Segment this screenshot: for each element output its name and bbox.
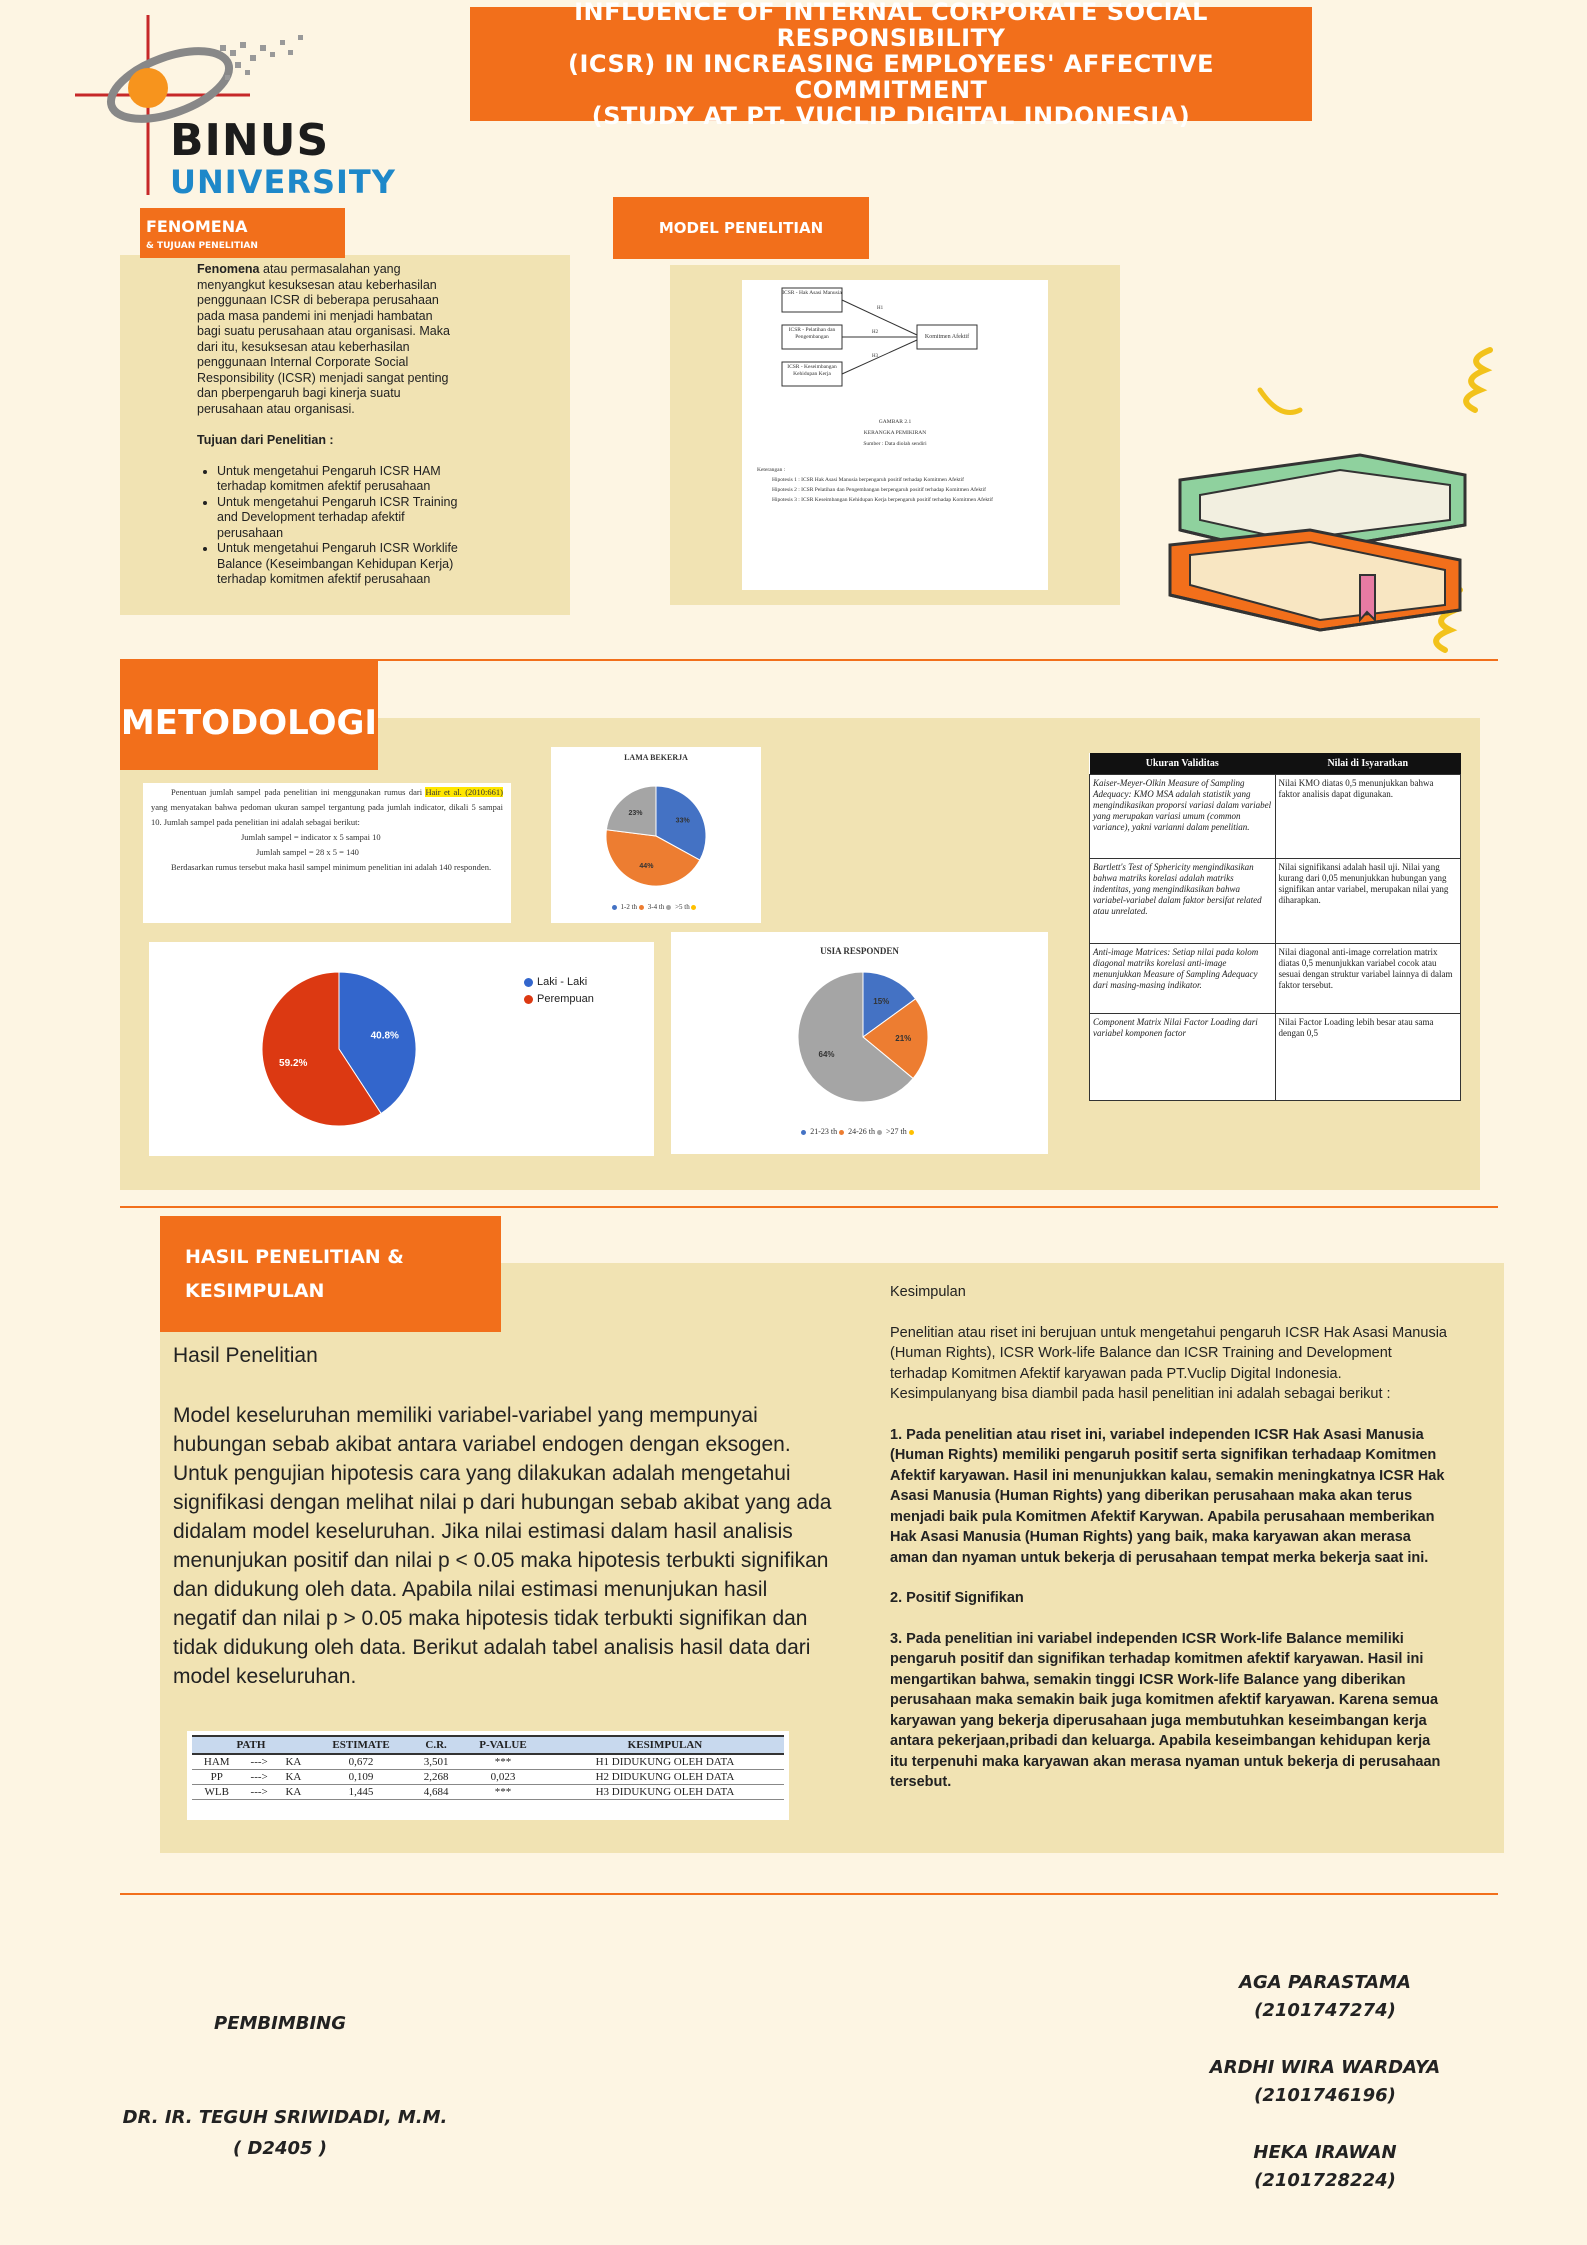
table-cell: KA (277, 1754, 310, 1770)
table-cell: ---> (241, 1785, 276, 1800)
table-cell: 1,445 (310, 1785, 412, 1800)
model-box-3: ICSR - Keseimbangan Kehidupan Kerja (787, 364, 837, 377)
table-cell: Nilai KMO diatas 0,5 menunjukkan bahwa faktor analisis dapat digunakan. (1275, 774, 1461, 859)
legend-item-perempuan: Perempuan (524, 991, 594, 1008)
table-cell: KA (277, 1770, 310, 1785)
table-cell: Nilai diagonal anti-image correlation matrix diatas 0,5 menunjukkan variabel cocok atau sesuai dengan struktur variabel lainnya di dalam faktor tersebut. (1275, 944, 1461, 1014)
pembimbing-name: DR. IR. TEGUH SRIWIDADI, M.M. (122, 2107, 448, 2128)
sample-formula-1: Jumlah sampel = indicator x 5 sampai 10 (241, 832, 381, 842)
model-h2-label: H2 (872, 330, 879, 335)
sample-formula-2: Jumlah sampel = 28 x 5 = 140 (256, 847, 359, 857)
logo-text-binus: BINUS (170, 115, 330, 166)
model-box-1: ICSR - Hak Asasi Manusia (782, 290, 842, 296)
title-line-3: (STUDY AT PT. VUCLIP DIGITAL INDONESIA) (591, 102, 1191, 130)
validity-table (1089, 753, 1461, 1101)
table-cell: Kaiser-Meyer-Olkin Measure of Sampling Adequacy: KMO MSA adalah statistik yang mengindikasikan proporsi variasi dalam variabel yang merupakan variasi umum (common variance), yakni varianni dalam penelitian. (1090, 774, 1276, 859)
poster-title (470, 0, 1312, 130)
model-caption-2: KERANGKA PEMIKIRAN (863, 430, 927, 436)
table-cell: 4,684 (412, 1785, 460, 1800)
table-cell: H1 DIDUKUNG OLEH DATA (546, 1754, 784, 1770)
author-name-2: ARDHI WIRA WARDAYA (1209, 2057, 1441, 2078)
table-cell: *** (460, 1785, 546, 1800)
pie-data-label: 44% (639, 862, 654, 870)
chart-legend (671, 1127, 1048, 1136)
fenomena-header (140, 208, 345, 258)
chart-title: LAMA BEKERJA (624, 753, 688, 762)
metodologi-header: METODOLOGI (120, 660, 378, 770)
hasil-header-line-1: HASIL PENELITIAN & (185, 1246, 404, 1268)
model-h1-label: H1 (877, 306, 884, 311)
table-cell: Nilai signifikansi adalah hasil uji. Nilai yang kurang dari 0,05 menunjukkan hubungan yang signifikan antar variabel, merupakan nilai yang diharapkan. (1275, 859, 1461, 944)
validity-table-box (1089, 753, 1461, 1101)
model-note-2: Hipotesis 2 : ICSR Pelatihan dan Pengembangan berpengaruh positif terhadap Komitmen Afektif (772, 487, 986, 493)
sample-paragraph-2: Berdasarkan rumus tersebut maka hasil sampel minimum penelitian ini adalah 140 responden. (171, 862, 492, 872)
fenomena-lead-bold: Fenomena (197, 262, 260, 276)
pie-data-label: 21% (895, 1033, 912, 1043)
kesimpulan-title: Kesimpulan (890, 1284, 966, 1300)
result-header-estimate: ESTIMATE (310, 1736, 412, 1754)
tujuan-item-2: • Untuk mengetahui Pengaruh ICSR Training and Development terhadap afektif perusahaan (217, 495, 459, 542)
author-id-1: (2101747274) (1254, 2000, 1396, 2021)
table-cell: 2,268 (412, 1770, 460, 1785)
table-cell: H3 DIDUKUNG OLEH DATA (546, 1785, 784, 1800)
chart-lama-bekerja (551, 747, 761, 923)
table-row (1090, 944, 1461, 1014)
pie-chart-lama-bekerja (551, 747, 761, 923)
legend-item: >27 th (877, 1127, 907, 1136)
table-cell: H2 DIDUKUNG OLEH DATA (546, 1770, 784, 1785)
legend-item-laki: Laki - Laki (524, 974, 594, 991)
model-note-1: Hipotesis 1 : ICSR Hak Asasi Manusia berpengaruh positif terhadap Komitmen Afektif (772, 477, 965, 483)
title-line-1: INFLUENCE OF INTERNAL CORPORATE SOCIAL RESPONSIBILITY (574, 0, 1208, 52)
author-name-3: HEKA IRAWAN (1253, 2142, 1397, 2163)
table-cell: Component Matrix Nilai Factor Loading dari variabel komponen factor (1090, 1014, 1276, 1101)
table-cell: 0,672 (310, 1754, 412, 1770)
table-row (192, 1770, 784, 1785)
model-h3-label: H3 (872, 354, 879, 359)
logo-text-university: UNIVERSITY (170, 163, 396, 201)
books-illustration-icon (1160, 330, 1520, 690)
pembimbing-label: PEMBIMBING (214, 2013, 346, 2034)
table-row (1090, 774, 1461, 859)
divider-2 (120, 1206, 1498, 1208)
model-keterangan: Keterangan : (757, 467, 786, 473)
pie-data-label: 23% (628, 810, 643, 818)
tujuan-item-3: • Untuk mengetahui Pengaruh ICSR Worklife Balance (Keseimbangan Kehidupan Kerja) terhadap komitmen afektif perusahaan (217, 541, 459, 588)
model-box-2: ICSR - Pelatihan dan Pengembangan (788, 327, 836, 340)
chart-title: USIA RESPONDEN (820, 946, 899, 956)
table-row (192, 1785, 784, 1800)
legend-item: 1-2 th (612, 903, 638, 911)
model-caption (742, 417, 1048, 450)
table-row (1090, 1014, 1461, 1101)
title-line-2: (ICSR) IN INCREASING EMPLOYEES' AFFECTIVE COMMITMENT (568, 50, 1214, 104)
fenomena-header-title: FENOMENA (146, 217, 248, 236)
pembimbing-id: ( D2405 ) (232, 2138, 328, 2159)
hasil-header (160, 1216, 501, 1332)
model-diagram-icon (742, 280, 1048, 410)
pie-data-label: 59.2% (279, 1057, 308, 1069)
result-header-cr: C.R. (412, 1736, 460, 1754)
table-cell: Bartlett's Test of Sphericity mengindikasikan bahwa matriks korelasi adalah matriks indentitas, yang mengindikasikan bahwa variabel-variabel dalam faktor bersifat related atau unrelated. (1090, 859, 1276, 944)
legend-extra-dot (691, 905, 696, 910)
table-cell: WLB (192, 1785, 241, 1800)
table-cell: PP (192, 1770, 241, 1785)
model-header: MODEL PENELITIAN (613, 197, 869, 259)
hasil-body: Model keseluruhan memiliki variabel-variabel yang mempunyai hubungan sebab akibat antara variabel endogen dengan eksogen. Untuk pengujian hipotesis cara yang dilakukan adalah mengetahui signifikasi dengan melihat nilai p dari hubungan sebab akibat yang ada didalam model keseluruhan. Jika nilai estimasi dalam hasil analisis menunjukan positif dan nilai p < 0.05 maka hipotesis terbukti signifikan dan didukung oleh data. Apabila nilai estimasi menunjukan hasil negatif dan nilai p > 0.05 maka hipotesis tidak terbukti signifikan dan tidak didukung oleh data. Berikut adalah tabel analisis hasil data dari model keseluruhan. (173, 1404, 832, 1688)
model-target-box: Komitmen Afektif (924, 334, 970, 340)
validity-header-2: Nilai di Isyaratkan (1275, 753, 1461, 774)
table-cell: Anti-image Matrices: Setiap nilai pada kolom diagonal matriks korelasi anti-image menunjukkan Measure of Sampling Adequacy dari masing-masing indikator. (1090, 944, 1276, 1014)
kesimpulan-block (890, 1282, 1450, 1793)
table-cell: HAM (192, 1754, 241, 1770)
chart-jenis-kelamin (149, 942, 654, 1156)
table-row (192, 1754, 784, 1770)
sample-text-a: Penentuan jumlah sampel pada penelitian ini menggunakan rumus dari (171, 787, 426, 797)
validity-header-1: Ukuran Validitas (1090, 753, 1276, 774)
kesimpulan-point-3: 3. Pada penelitian ini variabel independen ICSR Work-life Balance memiliki pengaruh positif dan signifikan terhadap komitmen afektif karyawan. Hasil ini mengartikan bahwa, semakin tinggi ICSR Work-life Balance yang diberikan perusahaan maka semakin baik juga komitmen afektif karyawan. Karena semua karyawan yang bekerja diperusahaan juga membutuhkan keseimbangan kerja antara pekerjaan,pribadi dan keluarga. Apabila keseimbangan kehidupan kerja itu terpenuhi maka karyawan akan merasa nyaman untuk bekerja di perusahaan tersebut. (890, 1630, 1441, 1790)
divider-3 (120, 1893, 1498, 1895)
model-caption-3: Sumber : Data diolah sendiri (863, 441, 927, 447)
table-cell: 3,501 (412, 1754, 460, 1770)
kesimpulan-intro: Penelitian atau riset ini berujuan untuk mengetahui pengaruh ICSR Hak Asasi Manusia (Human Rights), ICSR Work-life Balance dan ICSR Training and Development terhadap Komitmen Afektif karyawan pada PT.Vuclip Digital Indonesia. Kesimpulanyang bisa diambil pada hasil penelitian ini adalah sebagai berikut : (890, 1324, 1447, 1402)
table-cell: ---> (241, 1770, 276, 1785)
author-id-3: (2101728224) (1254, 2170, 1396, 2191)
sample-paragraph-1 (151, 785, 503, 830)
hasil-subtitle: Hasil Penelitian (173, 1344, 318, 1367)
result-header-pvalue: P-VALUE (460, 1736, 546, 1754)
chart-legend (551, 903, 761, 911)
legend-item: 21-23 th (801, 1127, 837, 1136)
result-header-path: PATH (192, 1736, 310, 1754)
pie-data-label: 15% (873, 996, 890, 1006)
pie-chart-usia (671, 932, 1048, 1154)
legend-item: 24-26 th (839, 1127, 875, 1136)
chart-usia-responden (671, 932, 1048, 1154)
author-name-1: AGA PARASTAMA (1239, 1972, 1411, 1993)
table-cell: *** (460, 1754, 546, 1770)
model-note-3: Hipotesis 3 : ICSR Keseimbangan Kehidupan Kerja berpengaruh positif terhadap Komitmen Afektif (772, 497, 994, 503)
pie-data-label: 33% (675, 817, 690, 825)
legend-item: >5 th (666, 903, 690, 911)
table-cell: KA (277, 1785, 310, 1800)
fenomena-lead-text: atau permasalahan yang menyangkut kesuksesan atau keberhasilan penggunaan ICSR di beberapa perusahaan pada masa pandemi ini menjadi hambatan bagi suatu perusahaan atau organisasi. Maka dari itu, kesuksesan atau keberhasilan penggunaan Internal Corporate Social Responsibility (ICSR) menjadi sangat penting dan pberpengaruh bagi kinerja suatu perusahaan atau organisasi. (197, 262, 450, 416)
sample-citation: Hair et al. (2010:661) (425, 787, 503, 797)
table-row (1090, 859, 1461, 944)
tujuan-list (197, 464, 459, 588)
model-figure (742, 280, 1048, 590)
binus-logo (70, 10, 396, 201)
kesimpulan-point-1: 1. Pada penelitian atau riset ini, variabel independen ICSR Hak Asasi Manusia (Human Rights) memiliki pengaruh positif serta signifikan terhadaap Komitmen Afektif karyawan. Hasil ini menunjukkan kalau, semakin meningkatnya ICSR Hak Asasi Manusia (Human Rights) yang diberikan perusahaan maka akan terus menjadi baik pula Komitmen Afektif Karywan. Apabila perusahaan memberikan Hak Asasi Manusia (Human Rights) yang baik, maka karyawan akan merasa aman dan nyaman untuk bekerja di perusahaan tempat merka bekerja saat ini. (890, 1426, 1445, 1566)
legend-item: 3-4 th (639, 903, 665, 911)
model-notes (757, 465, 1037, 505)
fenomena-header-subtitle: & TUJUAN PENELITIAN (146, 241, 258, 251)
chart-legend (524, 974, 594, 1008)
result-table-box (187, 1731, 789, 1820)
author-id-2: (2101746196) (1254, 2085, 1396, 2106)
authors-block (1190, 1969, 1460, 2195)
pie-data-label: 40.8% (370, 1030, 399, 1042)
pie-data-label: 64% (818, 1049, 835, 1059)
model-caption-1: GAMBAR 2.1 (878, 419, 912, 425)
table-cell: 0,023 (460, 1770, 546, 1785)
table-cell: ---> (241, 1754, 276, 1770)
sample-size-box (143, 783, 511, 923)
table-cell: Nilai Factor Loading lebih besar atau sama dengan 0,5 (1275, 1014, 1461, 1101)
result-header-kesimpulan: KESIMPULAN (546, 1736, 784, 1754)
sample-text-b: yang menyatakan bahwa pedoman ukuran sampel tergantung pada jumlah indicator, dikali 5 sampai 10. Jumlah sampel pada penelitian ini adalah sebagai berikut: (151, 802, 503, 827)
table-cell: 0,109 (310, 1770, 412, 1785)
tujuan-title: Tujuan dari Penelitian : (197, 433, 334, 447)
legend-extra-dot (909, 1130, 914, 1135)
tujuan-item-1: • Untuk mengetahui Pengaruh ICSR HAM terhadap komitmen afektif perusahaan (217, 464, 459, 495)
kesimpulan-point-2: 2. Positif Signifikan (890, 1590, 1024, 1606)
result-table (192, 1735, 784, 1800)
hasil-header-line-2: KESIMPULAN (185, 1280, 325, 1302)
fenomena-text (197, 262, 459, 588)
